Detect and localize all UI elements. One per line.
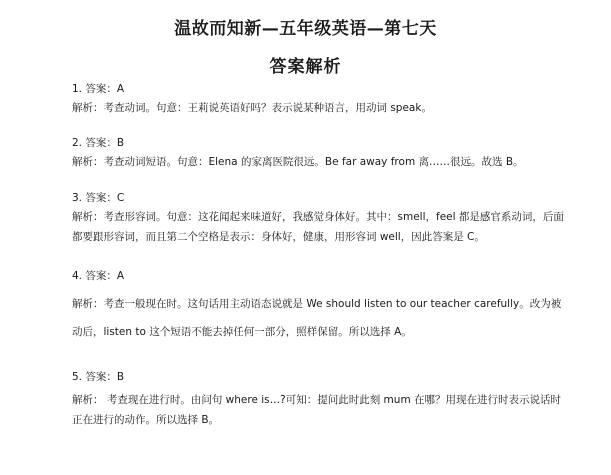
document-title: 温故而知新—五年级英语—第七天 (174, 19, 437, 39)
answer-3-explanation-line-1: 解析：考查形容词。句意：这花闻起来味道好，我感觉身体好。其中：smell，feel 都是感官系动词，后面 (72, 211, 564, 223)
answer-2-explanation-line-1: 解析：考查动词短语。句意：Elena 的家离医院很远。Be far away from 离……很远。故选 B。 (72, 156, 524, 168)
answer-4-explanation-line-2: 动后，listen to 这个短语不能去掉任何一部分，照样保留。所以选择 A。 (72, 326, 412, 338)
answer-5-number: 5. 答案：B (72, 371, 125, 383)
answer-4-explanation-line-1: 解析：考查一般现在时。这句话用主动语态说就是 We should listen to our teacher carefully。改为被 (72, 298, 562, 310)
answer-1-number: 1. 答案：A (72, 83, 125, 95)
answer-2-number: 2. 答案：B (72, 137, 125, 149)
answer-5-explanation-line-2: 正在进行的动作。所以选择 B。 (72, 414, 220, 426)
answer-3-explanation-line-2: 都要跟形容词，而且第二个空格是表示：身体好，健康，用形容词 well，因此答案是 C。 (72, 231, 485, 243)
answer-3-number: 3. 答案：C (72, 192, 125, 204)
document-subtitle: 答案解析 (269, 57, 342, 77)
answer-5-explanation-line-1: 解析： 考查现在进行时。由问句 where is…?可知：提问此时此刻 mum 在哪？用现在进行时表示说话时 (72, 394, 562, 406)
answer-4-number: 4. 答案：A (72, 270, 125, 282)
answer-1-explanation-line-1: 解析：考查动词。句意：王莉说英语好吗？表示说某种语言，用动词 speak。 (72, 102, 432, 114)
